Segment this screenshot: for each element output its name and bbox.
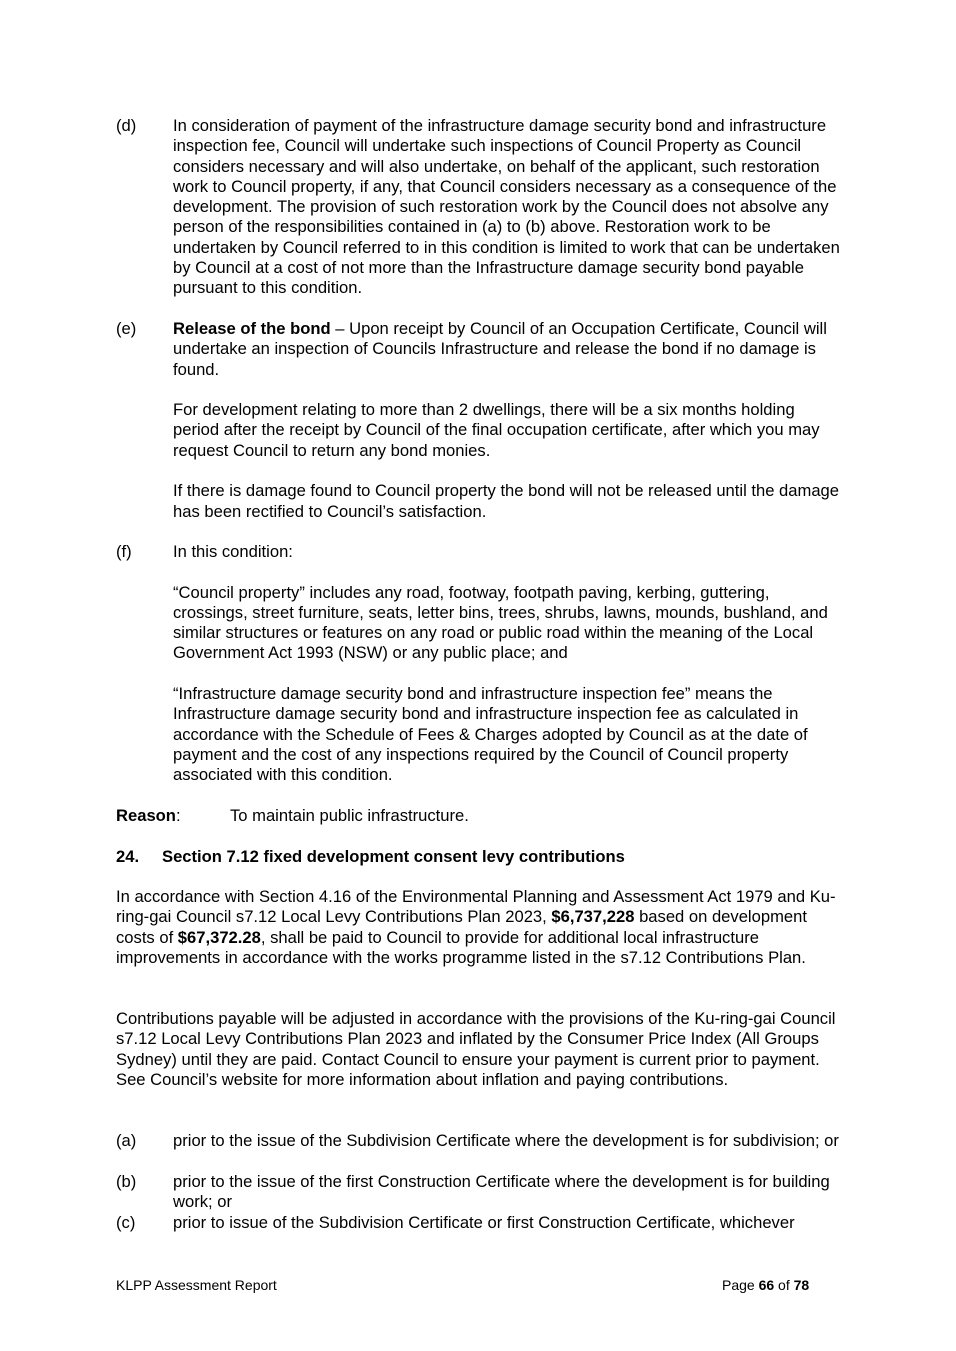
reason-text: To maintain public infrastructure. [230, 806, 469, 825]
item-paragraph: If there is damage found to Council property the bond will not be released until the damage has been rectified to Council’s satisfaction. [173, 481, 840, 521]
development-costs: $67,372.28 [177, 927, 261, 947]
item-paragraph: For development relating to more than 2 dwellings, there will be a six months holding period after the receipt by Council of the final occupation certificate, after which you may request Council to return any bond monies. [173, 400, 820, 460]
section-heading [116, 847, 842, 867]
levy-amount: $6,737,228 [551, 907, 635, 927]
item-paragraph: “Infrastructure damage security bond and infrastructure inspection fee” means the Infrastructure damage security bond and infrastructure inspection fee as calculated in accordance with the Schedule of Fees & Charges adopted by Council as at the date of payment and the cost of any inspections required by the Council of Council property associated with this condition. [173, 684, 808, 785]
condition-item-d [116, 116, 842, 299]
item-paragraph: “Council property” includes any road, footway, footpath paving, kerbing, guttering, crossings, street furniture, seats, letter bins, trees, shrubs, lawns, mounds, bushland, and similar structures or features on any road or public road within the meaning of the Local Government Act 1993 (NSW) or any public place; and [173, 582, 828, 663]
item-label: (b) [116, 1172, 137, 1191]
page-total: 78 [793, 1277, 810, 1293]
footer-page-number [722, 1277, 809, 1294]
paragraph-text: In accordance with Section 4.16 of the Environmental Planning and Assessment Act 1979 and Ku-ring-gai Council s7.12 Local Levy Contributions Plan 2023, [116, 887, 836, 927]
item-label: (d) [116, 116, 137, 135]
page-current: 66 [758, 1277, 775, 1293]
section-paragraph-2 [116, 1009, 842, 1090]
item-label: (e) [116, 319, 137, 338]
condition-item-e [116, 319, 842, 522]
of-word: of [774, 1277, 794, 1293]
item-text: In this condition: [173, 542, 293, 561]
section-number: 24. [116, 847, 140, 866]
paragraph-text: based on development costs of [116, 907, 807, 947]
reason-label: Reason [116, 806, 176, 825]
bold-heading: Release of the bond [173, 319, 331, 338]
reason-line [116, 806, 842, 826]
item-label: (f) [116, 542, 132, 561]
item-label: (a) [116, 1131, 137, 1150]
item-text: prior to the issue of the first Construction Certificate where the development is for building work; or [173, 1172, 830, 1212]
section-title: Section 7.12 fixed development consent levy contributions [162, 847, 625, 866]
paragraph-text: , shall be paid to Council to provide for additional local infrastructure improvements in accordance with the works programme listed in the s7.12 Contributions Plan. [116, 927, 806, 967]
footer-report-name: KLPP Assessment Report [116, 1277, 277, 1293]
item-text-rest: – Upon receipt by Council of an Occupation Certificate, Council will undertake an inspection of Councils Infrastructure and release the bond if no damage is found. [173, 319, 827, 379]
list-item [116, 1131, 842, 1151]
list-item [116, 1213, 842, 1233]
page-word: Page [722, 1277, 759, 1293]
item-text [173, 319, 842, 380]
reason-colon: : [175, 806, 181, 825]
condition-item-f [116, 542, 842, 786]
section-paragraph-1 [116, 887, 842, 968]
item-text: prior to issue of the Subdivision Certificate or first Construction Certificate, whichever [173, 1213, 795, 1232]
item-text: In consideration of payment of the infrastructure damage security bond and infrastructure inspection fee, Council will undertake such inspections of Council Property as Council considers necessary and will also undertake, on behalf of the applicant, such restoration work to Council property, if any, that Council considers necessary as a consequence of the development. The provision of such restoration work by the Council does not absolve any person of the responsibilities contained in (a) to (b) above. Restoration work to be undertaken by Council referred to in this condition is limited to work that can be undertaken by Council at a cost of not more than the Infrastructure damage security bond payable pursuant to this condition. [173, 116, 840, 298]
list-item [116, 1172, 842, 1213]
paragraph-text: Contributions payable will be adjusted in accordance with the provisions of the Ku-ring-gai Council s7.12 Local Levy Contributions Plan 2023 and inflated by the Consumer Price Index (All Groups Sydney) until they are paid. Contact Council to ensure your payment is current prior to payment. See Council’s website for more information about inflation and paying contributions. [116, 1009, 836, 1089]
item-label: (c) [116, 1213, 136, 1232]
item-text: prior to the issue of the Subdivision Certificate where the development is for subdivision; or [173, 1131, 839, 1150]
